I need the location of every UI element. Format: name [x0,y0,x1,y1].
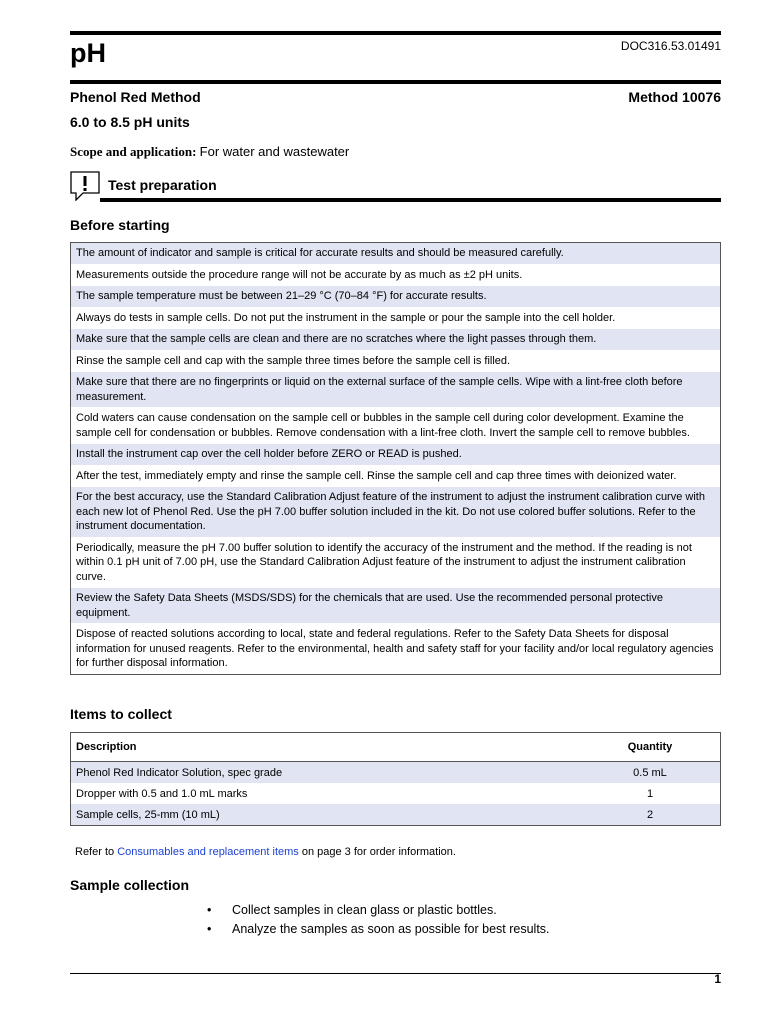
table-row [71,783,721,804]
refer-note [75,846,456,858]
list-item [207,902,550,921]
table-row: After the test, immediately empty and rinse the sample cell. Rinse the sample cell and cap three times with deionized water. [71,466,720,488]
scope-value: For water and wastewater [199,144,350,159]
column-header-description: Description [71,733,581,762]
warning-icon [70,171,100,201]
item-description: Phenol Red Indicator Solution, spec grade [71,762,581,784]
measurement-range: 6.0 to 8.5 pH units [70,114,190,130]
before-starting-table [70,242,721,675]
items-to-collect-heading: Items to collect [70,706,172,722]
title-rule [70,80,721,84]
table-row: Dispose of reacted solutions according to local, state and federal regulations. Refer to the Safety Data Sheets for disposal information for unused reagents. Refer to the environmental, health and safety staff for your facility and/or local regulatory agencies for further disposal information. [71,624,720,674]
list-item-text: Analyze the samples as soon as possible for best results. [232,922,550,936]
item-description: Sample cells, 25-mm (10 mL) [71,804,581,826]
method-name: Phenol Red Method [70,89,201,105]
scope-label: Scope and application: [70,144,197,159]
table-row: Make sure that the sample cells are clean and there are no scratches where the light passes through them. [71,329,720,351]
table-row: The amount of indicator and sample is critical for accurate results and should be measured carefully. [71,243,720,265]
test-preparation-rule [100,198,721,202]
scope-line [70,144,349,160]
table-row: Rinse the sample cell and cap with the sample three times before the sample cell is filled. [71,351,720,373]
item-quantity: 1 [580,783,721,804]
items-table [70,732,721,826]
refer-prefix: Refer to [75,846,118,858]
table-row: Periodically, measure the pH 7.00 buffer solution to identify the accuracy of the instrument and the method. If the reading is not within 0.1 pH unit of 7.00 pH, use the Standard Calibration Adjust feature of the instrument to adjust the instrument calibration curve. [71,538,720,589]
list-item [207,921,550,940]
page-title: pH [70,38,106,68]
item-quantity: 2 [580,804,721,826]
table-row: Always do tests in sample cells. Do not put the instrument in the sample or pour the sample into the cell holder. [71,308,720,330]
table-row: The sample temperature must be between 21–29 °C (70–84 °F) for accurate results. [71,286,720,308]
table-row [71,762,721,784]
page-number: 1 [714,972,721,986]
bullet-icon: • [207,903,212,917]
table-row: Make sure that there are no fingerprints or liquid on the external surface of the sample cells. Wipe with a lint-free cloth before measurement. [71,372,720,408]
test-preparation-heading: Test preparation [108,177,217,193]
footer-rule [70,973,721,974]
before-starting-heading: Before starting [70,217,170,233]
item-description: Dropper with 0.5 and 1.0 mL marks [71,783,581,804]
item-quantity: 0.5 mL [580,762,721,784]
table-row: Cold waters can cause condensation on the sample cell or bubbles in the sample cell during color development. Examine the sample cell for condensation or bubbles. Remove condensation with a lint-free cloth. Invert the sample cell to remove bubbles. [71,408,720,444]
list-item-text: Collect samples in clean glass or plastic bottles. [232,903,497,917]
column-header-quantity: Quantity [580,733,721,762]
top-rule [70,31,721,35]
sample-collection-heading: Sample collection [70,877,190,893]
table-row [71,804,721,826]
refer-suffix: on page 3 for order information. [298,846,456,858]
table-row: Install the instrument cap over the cell holder before ZERO or READ is pushed. [71,444,720,466]
table-row: Review the Safety Data Sheets (MSDS/SDS) for the chemicals that are used. Use the recommended personal protective equipment. [71,588,720,624]
method-number: Method 10076 [628,89,721,105]
table-row: Measurements outside the procedure range will not be accurate by as much as ±2 pH units. [71,265,720,287]
bullet-icon: • [207,922,212,936]
consumables-link[interactable]: Consumables and replacement items [117,846,299,858]
table-row: For the best accuracy, use the Standard Calibration Adjust feature of the instrument to adjust the instrument calibration curve with each new lot of Phenol Red. Use the pH 7.00 buffer solution included in the kit. Do not use colored buffer solutions. Refer to the instrument documentation. [71,487,720,538]
table-header-row [71,733,721,762]
sample-collection-list [207,902,550,940]
document-id: DOC316.53.01491 [620,39,721,53]
